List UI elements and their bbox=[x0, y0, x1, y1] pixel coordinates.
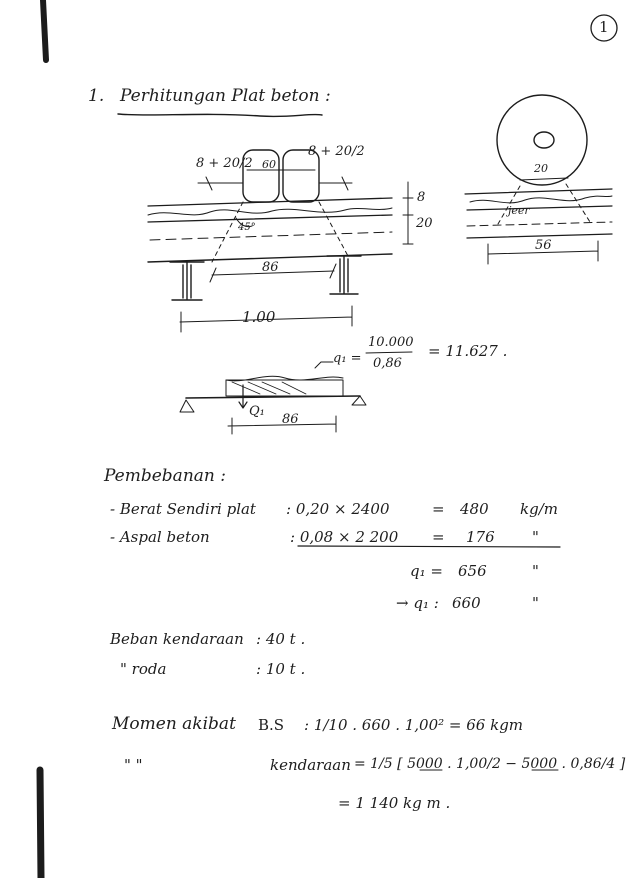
girder-right bbox=[327, 256, 361, 294]
moment-bs-term: B.S bbox=[258, 716, 285, 734]
load-rounded-lhs: → q₁ : bbox=[396, 594, 439, 612]
slab-thickness-label: 20 bbox=[416, 216, 433, 231]
slab-top-line bbox=[148, 215, 392, 222]
load-row-1-label: - Berat Sendiri plat bbox=[110, 500, 256, 518]
angle-label: 45° bbox=[238, 222, 256, 233]
dim-right-label: 8 + 20/2 bbox=[308, 144, 365, 159]
wheel-load-value: : 10 t . bbox=[256, 660, 306, 678]
moment-bs-expr: : 1/10 . 660 . 1,00² = 66 kgm bbox=[304, 716, 524, 734]
vehicle-load-value: : 40 t . bbox=[256, 630, 306, 648]
loading-title: Pembebanan : bbox=[104, 466, 226, 486]
load-row-1-unit: kg/m bbox=[520, 500, 558, 518]
heading-number: 1. bbox=[88, 86, 105, 106]
road-line-2 bbox=[467, 206, 612, 210]
slab-mid-dashed bbox=[150, 232, 392, 240]
q-lhs: q₁ = bbox=[333, 351, 362, 366]
wheel-hub bbox=[534, 132, 554, 148]
wheel-width-label: 60 bbox=[262, 158, 276, 171]
beam-load-drawing bbox=[180, 362, 366, 434]
load-row-2-value: 176 bbox=[466, 528, 495, 546]
dim-left-line bbox=[198, 177, 243, 190]
load-rounded-value: 660 bbox=[452, 594, 481, 612]
dim-right-line bbox=[319, 177, 352, 190]
binding-mark-bottom bbox=[40, 770, 41, 878]
load-row-1-expr: : 0,20 × 2400 bbox=[286, 500, 390, 518]
load-row-1-eq: = bbox=[432, 500, 445, 518]
contact-dim bbox=[520, 178, 568, 180]
thickness-dim-line bbox=[403, 182, 413, 244]
load-sum-unit: " bbox=[532, 562, 539, 580]
vehicle-load-label: Beban kendaraan bbox=[110, 630, 244, 648]
q-result: = 11.627 . bbox=[428, 342, 508, 360]
road-wave bbox=[470, 196, 612, 203]
load-row-2-expr: : 0,08 × 2 200 bbox=[290, 528, 399, 546]
load-row-2-unit: " bbox=[532, 528, 539, 546]
q-denominator: 0,86 bbox=[373, 356, 402, 371]
page-number: 1 bbox=[599, 18, 609, 36]
support-left bbox=[180, 400, 194, 412]
girder-left bbox=[170, 262, 204, 300]
girder-spacing-label: 86 bbox=[262, 260, 279, 275]
support-right bbox=[352, 396, 366, 405]
road-line-3 bbox=[467, 222, 612, 226]
top-thickness-label: 8 bbox=[417, 190, 426, 205]
moment-ditto: " " bbox=[124, 756, 143, 774]
asphalt-wave bbox=[148, 208, 392, 215]
beam-span-label: 86 bbox=[282, 412, 299, 427]
road-line-top bbox=[465, 189, 612, 194]
dim-left-label: 8 + 20/2 bbox=[196, 156, 253, 171]
q-numerator: 10.000 bbox=[368, 335, 414, 350]
load-arrow bbox=[315, 362, 333, 368]
section-width-label: 56 bbox=[535, 238, 552, 253]
moment-label: Momen akibat bbox=[112, 714, 236, 734]
span-label: 1.00 bbox=[242, 308, 276, 326]
load-sum-value: 656 bbox=[458, 562, 487, 580]
q-fraction-bar bbox=[366, 352, 412, 353]
load-sum-lhs: q₁ = bbox=[410, 562, 443, 580]
moment-vehicle-expr: = 1/5 [ 5000 . 1,00/2 − 5000 . 0,86/4 ] bbox=[354, 756, 626, 772]
spread-label: jeer bbox=[508, 204, 530, 217]
contact-width-label: 20 bbox=[534, 162, 548, 175]
load-rounded-unit: " bbox=[532, 594, 539, 612]
point-load-label: Q₁ bbox=[249, 404, 265, 419]
beam-line bbox=[186, 396, 360, 398]
moment-vehicle-term: kendaraan bbox=[270, 756, 351, 774]
heading-underline bbox=[118, 114, 322, 116]
wheel-load-label: " roda bbox=[120, 660, 167, 678]
page-title: Perhitungan Plat beton : bbox=[120, 86, 331, 106]
load-row-2-label: - Aspal beton bbox=[110, 528, 210, 546]
load-row-2-eq: = bbox=[432, 528, 445, 546]
slab-section-drawing bbox=[148, 150, 413, 332]
asphalt-top-line bbox=[148, 198, 392, 206]
binding-mark-top bbox=[43, 0, 46, 60]
loading-sum-line bbox=[298, 546, 560, 547]
load-row-1-value: 480 bbox=[460, 500, 489, 518]
moment-result: = 1 140 kg m . bbox=[338, 794, 451, 812]
